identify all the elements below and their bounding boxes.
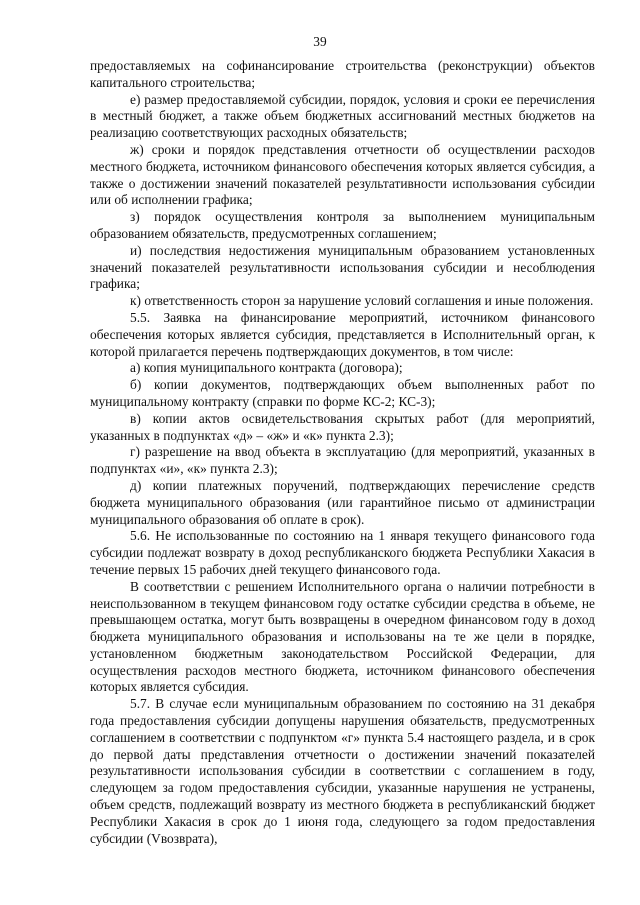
paragraph-5-5-b: б) копии документов, подтверждающих объем выполненных работ по муниципальному контракту (справки по форме КС-2; КС-3); xyxy=(90,377,595,409)
paragraph-subitem-zh: ж) сроки и порядок представления отчетности об осуществлении расходов местного бюджета, источником финансового обеспечения которых является субсидия, а также о достижении значений показателей результативности использования субсидии или об исполнении графика; xyxy=(90,141,595,208)
paragraph-subitem-i: и) последствия недостижения муниципальным образованием установленных значений показателей результативности использования субсидии и несоблюдения графика; xyxy=(90,242,595,292)
paragraph-5-5-g: г) разрешение на ввод объекта в эксплуатацию (для мероприятий, указанных в подпунктах «и», «к» пункта 2.3); xyxy=(90,444,595,477)
paragraph-5-5-v: в) копии актов освидетельствования скрытых работ (для мероприятий, указанных в подпунктах «д» – «ж» и «к» пункта 2.3); xyxy=(90,410,595,443)
paragraph-5-7: 5.7. В случае если муниципальным образованием по состоянию на 31 декабря года предоставления субсидии допущены нарушения обязательств, предусмотренных соглашением в соответствии с подпунктом «г» пункта 5.4 настоящего раздела, и в срок до первой даты представления отчетности о достижении значений показателей результативности использования субсидии в соответствии с соглашением в году, следующем за годом предоставления субсидии, указанные нарушения не устранены, объем средств, подлежащий возврату из местного бюджета в республиканский бюджет Республики Хакасия в срок до 1 июня года, следующего за годом предоставления субсидии (Vвозврата), xyxy=(90,696,595,846)
paragraph-5-6-continuation: В соответствии с решением Исполнительного органа о наличии потребности в неиспользованном в текущем финансовом году остатке субсидии средства в объеме, не превышающем остатка, могут быть возвращены в очередном финансовом году в доход бюджета муниципального образования и использованы на те же цели в порядке, установленном бюджетным законодательством Российской Федерации, для осуществления расходов местного бюджета, источником финансового обеспечения которых является субсидия. xyxy=(90,578,595,695)
paragraph-subitem-e: е) размер предоставляемой субсидии, порядок, условия и сроки ее перечисления в местный бюджет, а также объем бюджетных ассигнований местных бюджетов на реализацию соответствующих расходных обязательств; xyxy=(90,91,595,141)
document-body xyxy=(90,58,595,847)
paragraph-subitem-z: з) порядок осуществления контроля за выполнением муниципальным образованием обязательств, предусмотренных соглашением; xyxy=(90,209,595,241)
paragraph-5-6: 5.6. Не использованные по состоянию на 1 января текущего финансового года субсидии подлежат возврату в доход республиканского бюджета Республики Хакасия в течение первых 15 рабочих дней текущего финансового года. xyxy=(90,528,595,577)
paragraph-5-5-a: а) копия муниципального контракта (договора); xyxy=(130,360,403,376)
paragraph-subitem-k: к) ответственность сторон за нарушение условий соглашения и иные положения. xyxy=(130,293,594,309)
paragraph-5-5-d: д) копии платежных поручений, подтверждающих перечисление средств бюджета муниципального образования (или гарантийное письмо от администрации муниципального образования об оплате в срок). xyxy=(90,477,595,527)
paragraph-continuation: предоставляемых на софинансирование строительства (реконструкции) объектов капитального строительства; xyxy=(90,58,595,90)
page-number: 39 xyxy=(313,34,327,49)
paragraph-5-5: 5.5. Заявка на финансирование мероприятий, источником финансового обеспечения которых является субсидия, представляется в Исполнительный орган, к которой прилагается перечень подтверждающих документов, в том числе: xyxy=(90,309,595,359)
